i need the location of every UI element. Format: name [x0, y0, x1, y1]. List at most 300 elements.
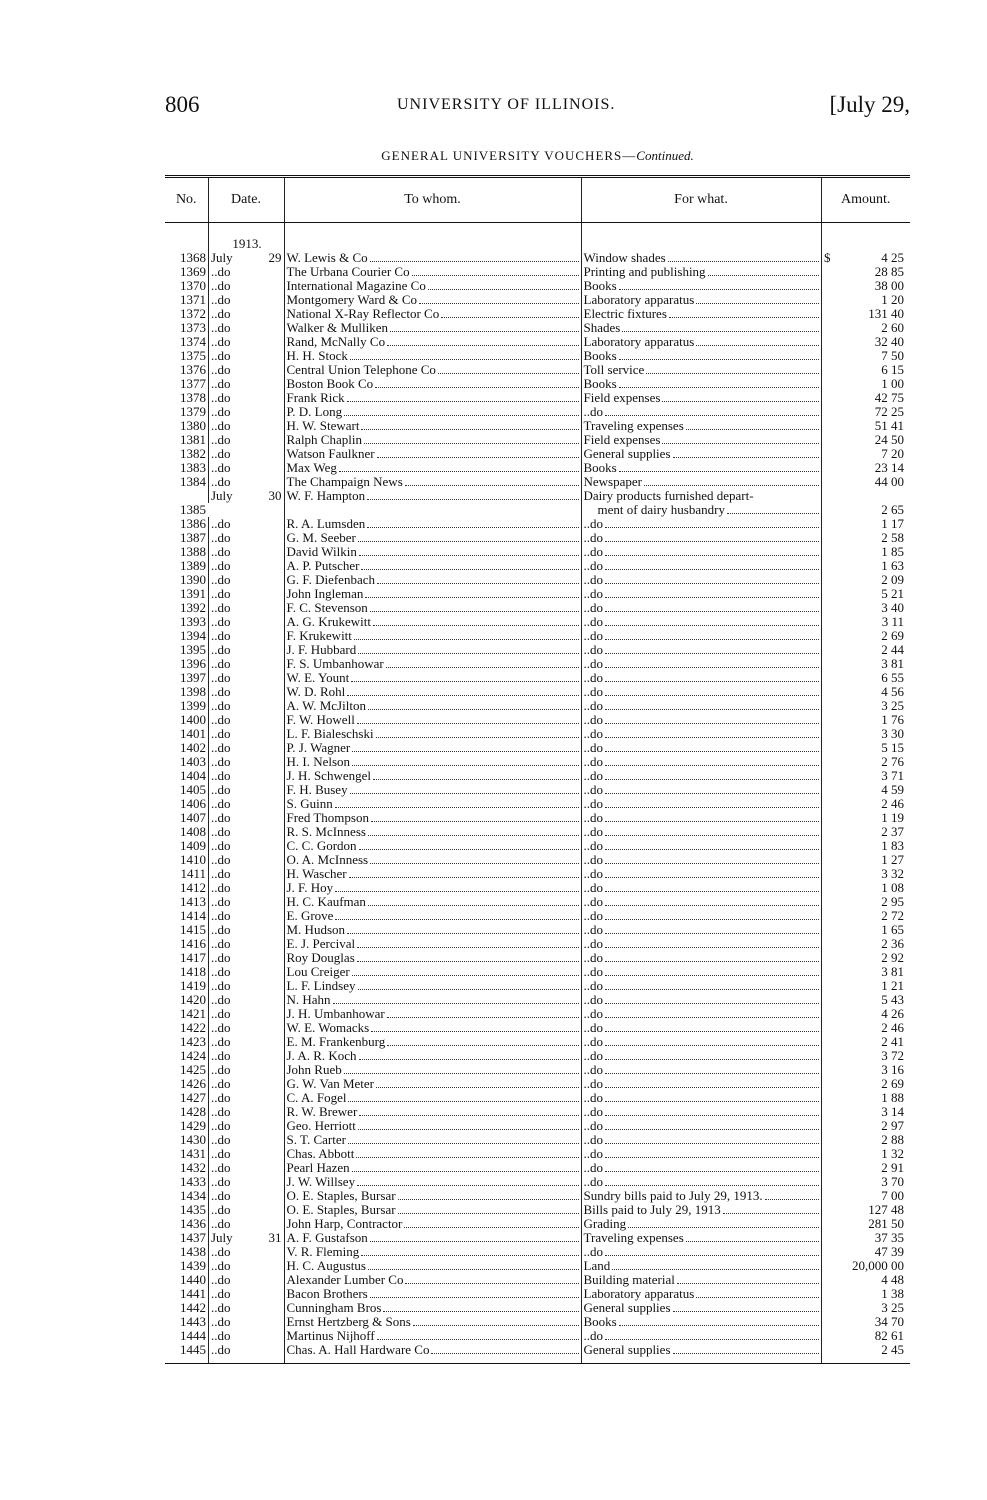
purpose-cell: [581, 433, 821, 447]
purpose-cell: [581, 601, 821, 615]
voucher-number: 1414: [180, 908, 206, 923]
purpose-text: Traveling expenses: [584, 419, 821, 433]
purpose-text: Laboratory apparatus: [584, 335, 821, 349]
purpose-text: ..do: [584, 531, 821, 545]
amount-value: 6 15: [881, 363, 904, 377]
date-month: ..do: [211, 1062, 231, 1077]
amount-value: 127 48: [868, 1202, 904, 1217]
col-header-no: No.: [165, 177, 208, 223]
amount-value: 3 14: [881, 1104, 904, 1119]
amount-value: 2 09: [881, 572, 904, 587]
payee-name: Central Union Telephone Co: [287, 363, 581, 377]
payee-cell: [284, 433, 581, 447]
purpose-cell: [581, 1189, 821, 1203]
purpose-text: ..do: [584, 405, 821, 419]
amount-cell: [821, 797, 910, 811]
payee-name: H. W. Stewart: [287, 419, 581, 433]
voucher-date: [208, 1105, 284, 1119]
voucher-date: [208, 1231, 284, 1245]
payee-cell: [284, 867, 581, 881]
payee-name: Boston Book Co: [287, 377, 581, 391]
voucher-date: [208, 727, 284, 741]
date-month: July: [211, 251, 233, 265]
payee-name: Chas. Abbott: [287, 1147, 581, 1161]
date-month: ..do: [211, 978, 231, 993]
date-month: ..do: [211, 1048, 231, 1063]
payee-name: L. F. Lindsey: [287, 979, 581, 993]
date-month: ..do: [211, 572, 231, 587]
table-row: [165, 321, 910, 335]
purpose-cell: [581, 349, 821, 363]
table-row: [165, 1147, 910, 1161]
voucher-number: 1441: [180, 1286, 206, 1301]
voucher-date: [208, 643, 284, 657]
voucher-date: [208, 559, 284, 573]
date-month: ..do: [211, 265, 231, 279]
payee-cell: [284, 1105, 581, 1119]
table-row: [165, 951, 910, 965]
date-month: ..do: [211, 461, 231, 475]
voucher-number: 1393: [180, 614, 206, 629]
voucher-number: 1374: [180, 335, 206, 349]
table-row: [165, 1021, 910, 1035]
amount-value: 3 32: [881, 866, 904, 881]
amount-cell: [821, 881, 910, 895]
voucher-number: 1370: [180, 279, 206, 293]
date-month: ..do: [211, 544, 231, 559]
purpose-text: ..do: [584, 629, 821, 643]
purpose-cell: [581, 335, 821, 349]
amount-cell: [821, 769, 910, 783]
voucher-number: 1442: [180, 1300, 206, 1315]
payee-name: John Rueb: [287, 1063, 581, 1077]
voucher-date: [208, 321, 284, 335]
voucher-number: 1401: [180, 726, 206, 741]
amount-value: 2 72: [881, 908, 904, 923]
amount-cell: [821, 993, 910, 1007]
payee-name: S. T. Carter: [287, 1133, 581, 1147]
payee-cell: [284, 1301, 581, 1315]
amount-cell: [821, 447, 910, 461]
amount-cell: [821, 1329, 910, 1343]
purpose-text: ..do: [584, 1007, 821, 1021]
amount-value: 2 45: [881, 1342, 904, 1358]
amount-value: 7 20: [881, 447, 904, 461]
payee-cell: [284, 909, 581, 923]
amount-value: 23 14: [874, 461, 904, 475]
purpose-text: ..do: [584, 1021, 821, 1035]
purpose-text: ..do: [584, 601, 821, 615]
voucher-number: 1434: [180, 1188, 206, 1203]
purpose-cell: [581, 1049, 821, 1063]
payee-name: E. M. Frankenburg: [287, 1035, 581, 1049]
purpose-text: Building material: [584, 1273, 821, 1287]
payee-cell: [284, 321, 581, 335]
voucher-number: 1384: [180, 475, 206, 489]
purpose-cell: [581, 377, 821, 391]
table-row: [165, 251, 910, 265]
amount-cell: [821, 1091, 910, 1105]
voucher-number: 1410: [180, 852, 206, 867]
table-body: [165, 223, 910, 1364]
amount-cell: [821, 601, 910, 615]
payee-cell: [284, 601, 581, 615]
table-row: [165, 307, 910, 321]
amount-cell: [821, 671, 910, 685]
purpose-cell: [581, 1301, 821, 1315]
date-day: 29: [268, 251, 282, 265]
table-row: [165, 979, 910, 993]
table-row: [165, 741, 910, 755]
payee-cell: [284, 643, 581, 657]
table-row: [165, 1287, 910, 1301]
voucher-number: 1398: [180, 684, 206, 699]
voucher-date: [208, 951, 284, 965]
amount-value: 4 48: [881, 1272, 904, 1287]
table-row: [165, 1035, 910, 1049]
payee-name: H. C. Kaufman: [287, 895, 581, 909]
purpose-text: Books: [584, 461, 821, 475]
voucher-number: 1406: [180, 796, 206, 811]
voucher-date: [208, 685, 284, 699]
voucher-number: 1432: [180, 1160, 206, 1175]
voucher-number: 1407: [180, 810, 206, 825]
voucher-date: [208, 293, 284, 307]
date-month: ..do: [211, 1132, 231, 1147]
table-row: [165, 1049, 910, 1063]
date-month: ..do: [211, 1300, 231, 1315]
voucher-number: 1403: [180, 754, 206, 769]
purpose-text: Shades: [584, 321, 821, 335]
voucher-number: 1413: [180, 894, 206, 909]
table-row: [165, 1189, 910, 1203]
date-month: ..do: [211, 1202, 231, 1217]
payee-cell: [284, 839, 581, 853]
purpose-cell: [581, 741, 821, 755]
voucher-date: [208, 335, 284, 349]
table-row: [165, 349, 910, 363]
date-month: ..do: [211, 1342, 231, 1357]
purpose-cell: [581, 1217, 821, 1231]
col-header-for-what: For what.: [581, 177, 821, 223]
payee-name: J. W. Willsey: [287, 1175, 581, 1189]
amount-value: 3 81: [881, 656, 904, 671]
amount-cell: [821, 349, 910, 363]
amount-value: 2 69: [881, 1076, 904, 1091]
amount-value: 2 91: [881, 1160, 904, 1175]
amount-value: 2 60: [881, 321, 904, 335]
payee-cell: [284, 279, 581, 293]
payee-cell: [284, 1315, 581, 1329]
date-month: ..do: [211, 852, 231, 867]
amount-value: 3 11: [881, 614, 904, 629]
amount-value: 38 00: [874, 279, 904, 293]
amount-cell: [821, 1063, 910, 1077]
payee-name: S. Guinn: [287, 797, 581, 811]
amount-cell: [821, 853, 910, 867]
payee-name: A. P. Putscher: [287, 559, 581, 573]
amount-value: 42 75: [874, 391, 904, 405]
payee-name: F. W. Howell: [287, 713, 581, 727]
amount-cell: [821, 279, 910, 293]
amount-value: 3 30: [881, 726, 904, 741]
amount-value: 131 40: [868, 307, 904, 321]
amount-cell: [821, 377, 910, 391]
purpose-cell: [581, 895, 821, 909]
amount-value: 3 40: [881, 600, 904, 615]
payee-name: Lou Creiger: [287, 965, 581, 979]
payee-cell: [284, 1049, 581, 1063]
purpose-cell: [581, 811, 821, 825]
payee-name: W. D. Rohl: [287, 685, 581, 699]
voucher-number: 1405: [180, 782, 206, 797]
purpose-cell: [581, 517, 821, 531]
purpose-cell: [581, 629, 821, 643]
purpose-cell: [581, 1329, 821, 1343]
date-month: ..do: [211, 279, 231, 293]
table-row: [165, 1119, 910, 1133]
voucher-date: [208, 909, 284, 923]
voucher-date: [208, 531, 284, 545]
voucher-number: 1402: [180, 740, 206, 755]
amount-cell: [821, 979, 910, 993]
payee-name: J. A. R. Koch: [287, 1049, 581, 1063]
table-row: [165, 559, 910, 573]
payee-cell: [284, 895, 581, 909]
payee-cell: [284, 1217, 581, 1231]
amount-value: 1 20: [881, 293, 904, 307]
voucher-number: 1385: [180, 502, 206, 517]
purpose-cell: [581, 405, 821, 419]
payee-name: N. Hahn: [287, 993, 581, 1007]
amount-value: 2 65: [881, 502, 904, 517]
date-month: ..do: [211, 726, 231, 741]
purpose-cell: [581, 307, 821, 321]
purpose-text: ..do: [584, 587, 821, 601]
date-month: ..do: [211, 992, 231, 1007]
amount-value: 2 69: [881, 628, 904, 643]
purpose-text: ..do: [584, 1035, 821, 1049]
purpose-text: ..do: [584, 1077, 821, 1091]
amount-value: 2 36: [881, 936, 904, 951]
date-month: ..do: [211, 712, 231, 727]
table-row: [165, 1245, 910, 1259]
voucher-date: [208, 783, 284, 797]
amount-value: 2 88: [881, 1132, 904, 1147]
amount-cell: [821, 461, 910, 475]
payee-name: David Wilkin: [287, 545, 581, 559]
payee-cell: [284, 405, 581, 419]
payee-name: International Magazine Co: [287, 279, 581, 293]
purpose-text: Laboratory apparatus: [584, 293, 821, 307]
header-date: [July 29,: [829, 92, 910, 117]
voucher-date: [208, 615, 284, 629]
col-header-to-whom: To whom.: [284, 177, 581, 223]
amount-cell: [821, 489, 910, 517]
voucher-number: 1444: [180, 1328, 206, 1343]
voucher-date: [208, 265, 284, 279]
payee-name: Martinus Nijhoff: [287, 1329, 581, 1343]
date-day: 30: [268, 489, 282, 503]
date-month: ..do: [211, 1174, 231, 1189]
date-month: ..do: [211, 1076, 231, 1091]
date-month: ..do: [211, 391, 231, 405]
payee-cell: [284, 293, 581, 307]
voucher-number: 1388: [180, 544, 206, 559]
voucher-number: 1426: [180, 1076, 206, 1091]
table-row: [165, 909, 910, 923]
purpose-cell: [581, 783, 821, 797]
purpose-cell: [581, 699, 821, 713]
table-row: [165, 293, 910, 307]
voucher-number: 1420: [180, 992, 206, 1007]
date-month: ..do: [211, 894, 231, 909]
payee-cell: [284, 1231, 581, 1245]
table-row: [165, 1203, 910, 1217]
amount-value: 2 95: [881, 894, 904, 909]
payee-cell: [284, 1343, 581, 1364]
amount-value: 2 37: [881, 824, 904, 839]
amount-cell: [821, 1287, 910, 1301]
voucher-date: [208, 419, 284, 433]
purpose-cell: [581, 419, 821, 433]
table-row: [165, 1315, 910, 1329]
purpose-text: Toll service: [584, 363, 821, 377]
payee-cell: [284, 1077, 581, 1091]
payee-name: G. M. Seeber: [287, 531, 581, 545]
purpose-text: ..do: [584, 769, 821, 783]
purpose-cell: [581, 1245, 821, 1259]
payee-cell: [284, 1203, 581, 1217]
amount-cell: [821, 685, 910, 699]
payee-cell: [284, 1329, 581, 1343]
amount-value: 47 39: [874, 1244, 904, 1259]
voucher-number: 1433: [180, 1174, 206, 1189]
date-month: July: [211, 489, 233, 503]
subtitle-continued: Continued.: [636, 148, 694, 163]
purpose-text: ..do: [584, 685, 821, 699]
table-row: [165, 713, 910, 727]
purpose-text: ..do: [584, 1133, 821, 1147]
payee-cell: [284, 769, 581, 783]
table-row: [165, 839, 910, 853]
purpose-cell: [581, 867, 821, 881]
payee-name: M. Hudson: [287, 923, 581, 937]
date-month: ..do: [211, 824, 231, 839]
voucher-number: 1400: [180, 712, 206, 727]
date-month: ..do: [211, 908, 231, 923]
payee-cell: [284, 825, 581, 839]
voucher-date: [208, 1035, 284, 1049]
amount-cell: [821, 755, 910, 769]
purpose-text: Books: [584, 349, 821, 363]
purpose-cell: [581, 853, 821, 867]
purpose-text: ..do: [584, 559, 821, 573]
date-month: ..do: [211, 1090, 231, 1105]
purpose-text: ..do: [584, 657, 821, 671]
date-month: ..do: [211, 866, 231, 881]
date-month: ..do: [211, 1328, 231, 1343]
payee-cell: [284, 1021, 581, 1035]
amount-cell: [821, 1161, 910, 1175]
payee-name: F. H. Busey: [287, 783, 581, 797]
purpose-cell: [581, 1021, 821, 1035]
purpose-cell: [581, 1231, 821, 1245]
payee-name: R. S. McInness: [287, 825, 581, 839]
payee-name: H. Wascher: [287, 867, 581, 881]
voucher-number: 1379: [180, 405, 206, 419]
amount-cell: [821, 335, 910, 349]
voucher-number: 1368: [180, 251, 206, 265]
payee-name: E. J. Percival: [287, 937, 581, 951]
amount-value: 4 26: [881, 1006, 904, 1021]
table-row: [165, 867, 910, 881]
voucher-number: 1423: [180, 1034, 206, 1049]
purpose-cell: [581, 1119, 821, 1133]
purpose-text: ..do: [584, 615, 821, 629]
voucher-date: [208, 1203, 284, 1217]
payee-cell: [284, 1007, 581, 1021]
purpose-text: ..do: [584, 699, 821, 713]
payee-cell: [284, 797, 581, 811]
purpose-text: ..do: [584, 909, 821, 923]
purpose-text: Newspaper: [584, 475, 821, 489]
date-month: ..do: [211, 1216, 231, 1231]
purpose-cell: [581, 937, 821, 951]
payee-name: Fred Thompson: [287, 811, 581, 825]
purpose-text: ..do: [584, 881, 821, 895]
amount-cell: [821, 727, 910, 741]
payee-name: A. F. Gustafson: [287, 1231, 581, 1245]
voucher-number: 1418: [180, 964, 206, 979]
voucher-number: 1438: [180, 1244, 206, 1259]
date-month: ..do: [211, 740, 231, 755]
payee-name: H. H. Stock: [287, 349, 581, 363]
payee-cell: [284, 1273, 581, 1287]
date-day: 31: [268, 1230, 282, 1245]
table-row: [165, 685, 910, 699]
table-row: [165, 377, 910, 391]
purpose-cell: [581, 671, 821, 685]
amount-value: 1 83: [881, 838, 904, 853]
payee-cell: [284, 629, 581, 643]
amount-cell: [821, 937, 910, 951]
table-row: [165, 629, 910, 643]
subtitle-main: GENERAL UNIVERSITY VOUCHERS—: [381, 148, 637, 163]
purpose-text: ..do: [584, 1147, 821, 1161]
voucher-date: [208, 517, 284, 531]
table-row: [165, 587, 910, 601]
purpose-text: ..do: [584, 1245, 821, 1259]
year-label: 1913.: [208, 223, 284, 252]
payee-cell: [284, 1259, 581, 1273]
voucher-date: [208, 545, 284, 559]
date-month: ..do: [211, 1314, 231, 1329]
purpose-cell: [581, 979, 821, 993]
table-row: [165, 811, 910, 825]
amount-cell: [821, 1147, 910, 1161]
purpose-text: Books: [584, 1315, 821, 1329]
amount-value: 2 76: [881, 754, 904, 769]
table-row: [165, 1259, 910, 1273]
voucher-date: [208, 1273, 284, 1287]
voucher-date: [208, 713, 284, 727]
purpose-cell: [581, 657, 821, 671]
purpose-cell: [581, 1007, 821, 1021]
date-month: ..do: [211, 1286, 231, 1301]
amount-cell: [821, 1259, 910, 1273]
payee-cell: [284, 251, 581, 265]
